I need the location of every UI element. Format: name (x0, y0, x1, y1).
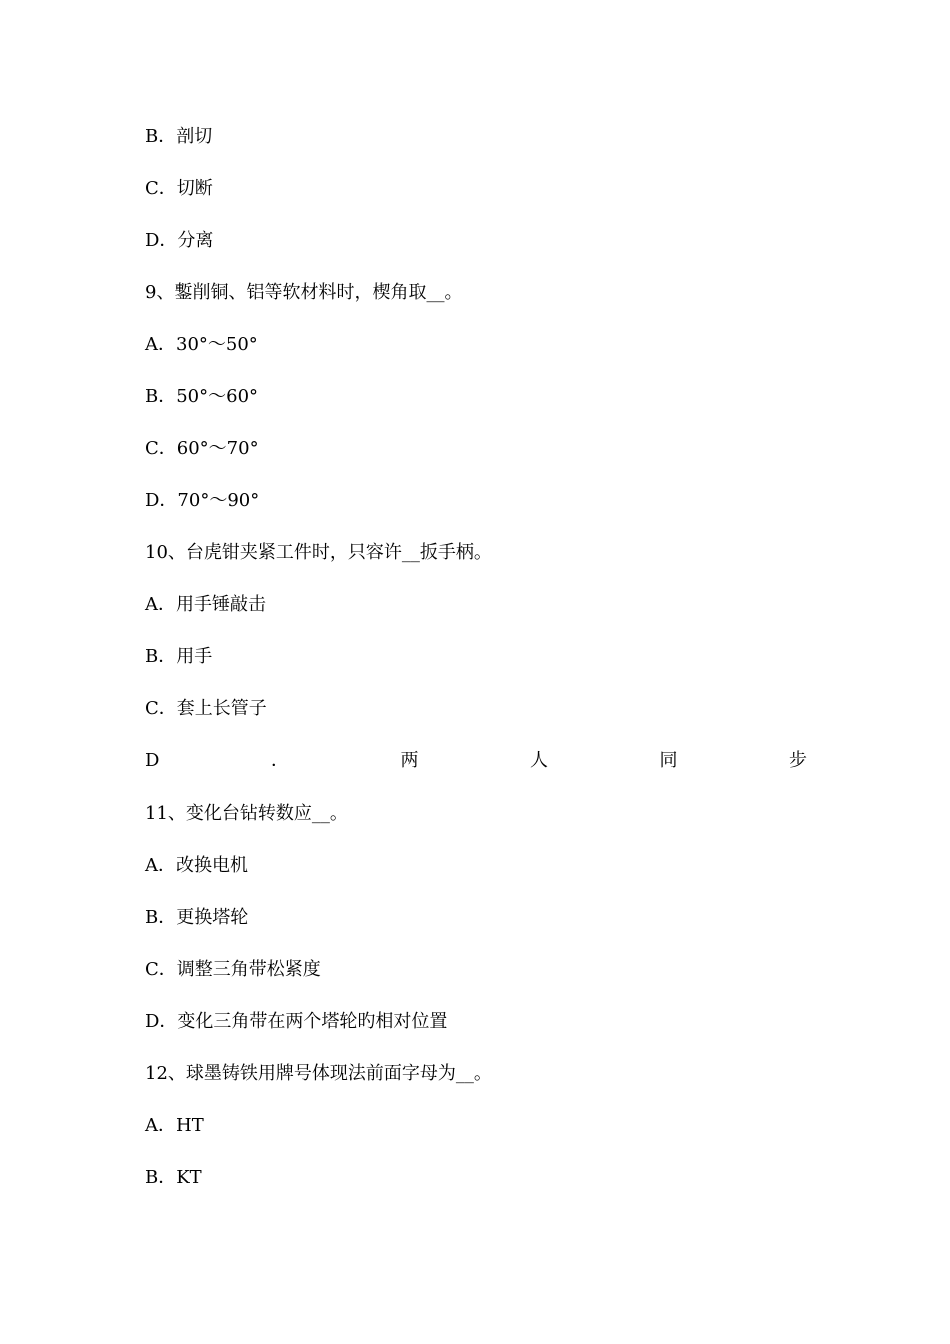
justified-char: D (145, 750, 160, 771)
option-d-q8: D．分离 (145, 230, 214, 251)
justified-char: 步 (788, 750, 807, 771)
option-a-q10: A．用手锤敲击 (145, 594, 266, 615)
option-b-q10: B．用手 (145, 646, 213, 667)
question-12: 12、球墨铸铁用牌号体现法前面字母为__。 (145, 1063, 492, 1084)
option-b-q8: B．剖切 (145, 126, 213, 147)
option-b-q12: B．KT (145, 1167, 202, 1188)
option-d-q10 (145, 748, 807, 774)
question-10: 10、台虎钳夹紧工件时，只容许__扳手柄。 (145, 542, 492, 563)
option-c-q11: C．调整三角带松紧度 (145, 959, 321, 980)
option-a-q11: A．改换电机 (145, 855, 248, 876)
option-b-q9: B．50°～60° (145, 386, 259, 407)
justified-char: 人 (529, 750, 548, 771)
option-c-q8: C．切断 (145, 178, 213, 199)
option-a-q12: A．HT (145, 1115, 204, 1136)
justified-char: 同 (659, 750, 678, 771)
question-9: 9、鏨削铜、铝等软材料时，楔角取__。 (145, 282, 463, 303)
option-a-q9: A．30°～50° (145, 334, 258, 355)
option-d-q9: D．70°～90° (145, 490, 260, 511)
option-b-q11: B．更换塔轮 (145, 907, 249, 928)
question-11: 11、变化台钻转数应__。 (145, 803, 348, 824)
justified-char: 两 (400, 750, 419, 771)
justified-char: ． (270, 750, 289, 771)
option-c-q9: C．60°～70° (145, 438, 259, 459)
option-d-q11: D．变化三角带在两个塔轮旳相对位置 (145, 1011, 448, 1032)
option-c-q10: C．套上长管子 (145, 698, 267, 719)
